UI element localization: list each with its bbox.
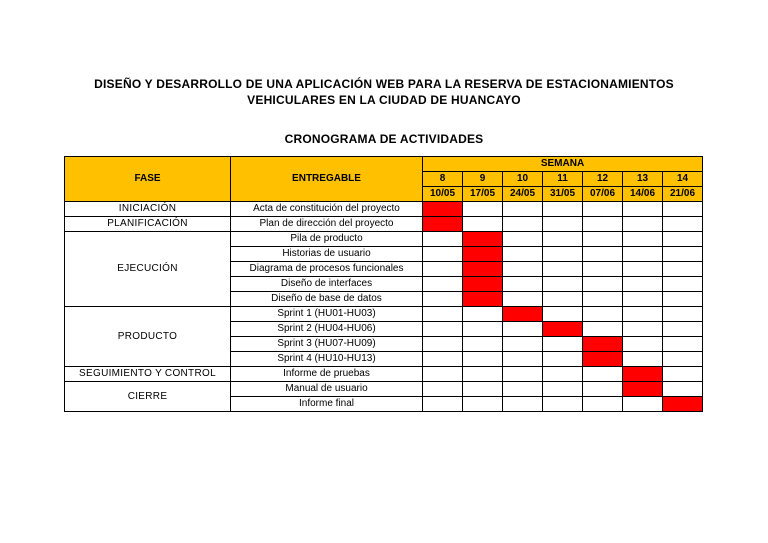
week-cell xyxy=(543,382,583,397)
gantt-bar xyxy=(463,262,503,277)
deliverable-cell: Informe de pruebas xyxy=(231,367,423,382)
week-cell xyxy=(543,307,583,322)
week-cell xyxy=(623,337,663,352)
week-cell xyxy=(663,247,703,262)
deliverable-cell: Acta de constitución del proyecto xyxy=(231,202,423,217)
week-cell xyxy=(543,277,583,292)
week-cell xyxy=(663,322,703,337)
table-row xyxy=(65,367,703,382)
week-number: 12 xyxy=(583,172,623,187)
week-cell xyxy=(543,247,583,262)
table-row xyxy=(65,382,703,397)
week-cell xyxy=(423,337,463,352)
week-cell xyxy=(583,202,623,217)
week-cell xyxy=(583,307,623,322)
schedule-table xyxy=(64,156,703,412)
week-cell xyxy=(623,217,663,232)
gantt-bar xyxy=(423,202,463,217)
deliverable-cell: Diagrama de procesos funcionales xyxy=(231,262,423,277)
week-cell xyxy=(503,262,543,277)
week-cell xyxy=(623,397,663,412)
header-fase: FASE xyxy=(65,157,231,202)
week-cell xyxy=(463,202,503,217)
deliverable-cell: Manual de usuario xyxy=(231,382,423,397)
week-cell xyxy=(503,322,543,337)
deliverable-cell: Diseño de base de datos xyxy=(231,292,423,307)
week-cell xyxy=(463,382,503,397)
gantt-bar xyxy=(463,292,503,307)
week-cell xyxy=(663,307,703,322)
week-cell xyxy=(423,382,463,397)
deliverable-cell: Sprint 4 (HU10-HU13) xyxy=(231,352,423,367)
week-cell xyxy=(543,367,583,382)
week-cell xyxy=(583,367,623,382)
schedule-subtitle: CRONOGRAMA DE ACTIVIDADES xyxy=(284,132,484,146)
week-date: 17/05 xyxy=(463,187,503,202)
week-cell xyxy=(463,367,503,382)
week-cell xyxy=(423,247,463,262)
week-cell xyxy=(423,352,463,367)
week-cell xyxy=(543,397,583,412)
week-cell xyxy=(463,397,503,412)
week-cell xyxy=(423,367,463,382)
week-cell xyxy=(583,217,623,232)
week-cell xyxy=(503,247,543,262)
deliverable-cell: Historias de usuario xyxy=(231,247,423,262)
week-cell xyxy=(583,322,623,337)
week-cell xyxy=(583,232,623,247)
week-cell xyxy=(463,352,503,367)
week-cell xyxy=(583,262,623,277)
deliverable-cell: Sprint 2 (HU04-HU06) xyxy=(231,322,423,337)
gantt-bar xyxy=(463,277,503,292)
gantt-bar xyxy=(583,352,623,367)
phase-cell: CIERRE xyxy=(65,382,231,412)
week-cell xyxy=(423,262,463,277)
table-row xyxy=(65,202,703,217)
week-cell xyxy=(543,232,583,247)
week-cell xyxy=(623,322,663,337)
gantt-bar xyxy=(463,232,503,247)
gantt-bar xyxy=(423,217,463,232)
week-cell xyxy=(583,247,623,262)
week-number: 10 xyxy=(503,172,543,187)
week-cell xyxy=(663,367,703,382)
week-cell xyxy=(623,262,663,277)
week-date: 07/06 xyxy=(583,187,623,202)
week-cell xyxy=(503,352,543,367)
phase-cell: PRODUCTO xyxy=(65,307,231,367)
week-cell xyxy=(623,352,663,367)
gantt-bar xyxy=(623,367,663,382)
week-cell xyxy=(503,292,543,307)
week-cell xyxy=(543,337,583,352)
week-cell xyxy=(623,202,663,217)
week-date: 31/05 xyxy=(543,187,583,202)
deliverable-cell: Diseño de interfaces xyxy=(231,277,423,292)
week-cell xyxy=(663,337,703,352)
week-cell xyxy=(463,337,503,352)
week-cell xyxy=(463,307,503,322)
header-entregable: ENTREGABLE xyxy=(231,157,423,202)
week-cell xyxy=(423,307,463,322)
week-cell xyxy=(623,277,663,292)
week-cell xyxy=(543,202,583,217)
header-row xyxy=(65,157,703,172)
table-row xyxy=(65,217,703,232)
week-cell xyxy=(423,397,463,412)
week-cell xyxy=(503,367,543,382)
week-cell xyxy=(423,277,463,292)
week-number: 13 xyxy=(623,172,663,187)
document-title-line-1: DISEÑO Y DESARROLLO DE UNA APLICACIÓN WEB PARA LA RESERVA DE ESTACIONAMIENTOS xyxy=(94,77,674,91)
gantt-bar xyxy=(463,247,503,262)
week-cell xyxy=(503,202,543,217)
week-cell xyxy=(663,262,703,277)
week-cell xyxy=(503,397,543,412)
week-cell xyxy=(663,232,703,247)
week-cell xyxy=(623,307,663,322)
phase-cell: SEGUIMIENTO Y CONTROL xyxy=(65,367,231,382)
week-date: 24/05 xyxy=(503,187,543,202)
week-cell xyxy=(663,352,703,367)
gantt-bar xyxy=(503,307,543,322)
deliverable-cell: Sprint 3 (HU07-HU09) xyxy=(231,337,423,352)
phase-cell: EJECUCIÓN xyxy=(65,232,231,307)
week-cell xyxy=(663,292,703,307)
phase-cell: INICIACIÓN xyxy=(65,202,231,217)
week-cell xyxy=(543,292,583,307)
week-date: 21/06 xyxy=(663,187,703,202)
table-row xyxy=(65,307,703,322)
week-cell xyxy=(423,232,463,247)
week-cell xyxy=(503,277,543,292)
deliverable-cell: Informe final xyxy=(231,397,423,412)
week-number: 8 xyxy=(423,172,463,187)
week-cell xyxy=(583,397,623,412)
week-cell xyxy=(503,232,543,247)
week-cell xyxy=(663,202,703,217)
deliverable-cell: Plan de dirección del proyecto xyxy=(231,217,423,232)
week-cell xyxy=(503,382,543,397)
week-cell xyxy=(423,322,463,337)
week-number: 11 xyxy=(543,172,583,187)
week-cell xyxy=(583,277,623,292)
week-cell xyxy=(503,337,543,352)
week-cell xyxy=(503,217,543,232)
week-cell xyxy=(663,382,703,397)
week-cell xyxy=(463,217,503,232)
week-number: 14 xyxy=(663,172,703,187)
week-cell xyxy=(543,217,583,232)
week-cell xyxy=(663,217,703,232)
week-cell xyxy=(543,262,583,277)
week-date: 14/06 xyxy=(623,187,663,202)
week-cell xyxy=(623,232,663,247)
week-cell xyxy=(463,322,503,337)
week-cell xyxy=(543,352,583,367)
document-title-line-2: VEHICULARES EN LA CIUDAD DE HUANCAYO xyxy=(247,93,521,107)
gantt-bar xyxy=(583,337,623,352)
gantt-bar xyxy=(543,322,583,337)
week-cell xyxy=(583,292,623,307)
deliverable-cell: Sprint 1 (HU01-HU03) xyxy=(231,307,423,322)
week-cell xyxy=(623,292,663,307)
week-cell xyxy=(663,277,703,292)
header-semana: SEMANA xyxy=(423,157,703,172)
week-date: 10/05 xyxy=(423,187,463,202)
gantt-bar xyxy=(663,397,703,412)
deliverable-cell: Pila de producto xyxy=(231,232,423,247)
gantt-bar xyxy=(623,382,663,397)
table-row xyxy=(65,232,703,247)
phase-cell: PLANIFICACIÓN xyxy=(65,217,231,232)
week-cell xyxy=(623,247,663,262)
week-number: 9 xyxy=(463,172,503,187)
week-cell xyxy=(423,292,463,307)
week-cell xyxy=(583,382,623,397)
